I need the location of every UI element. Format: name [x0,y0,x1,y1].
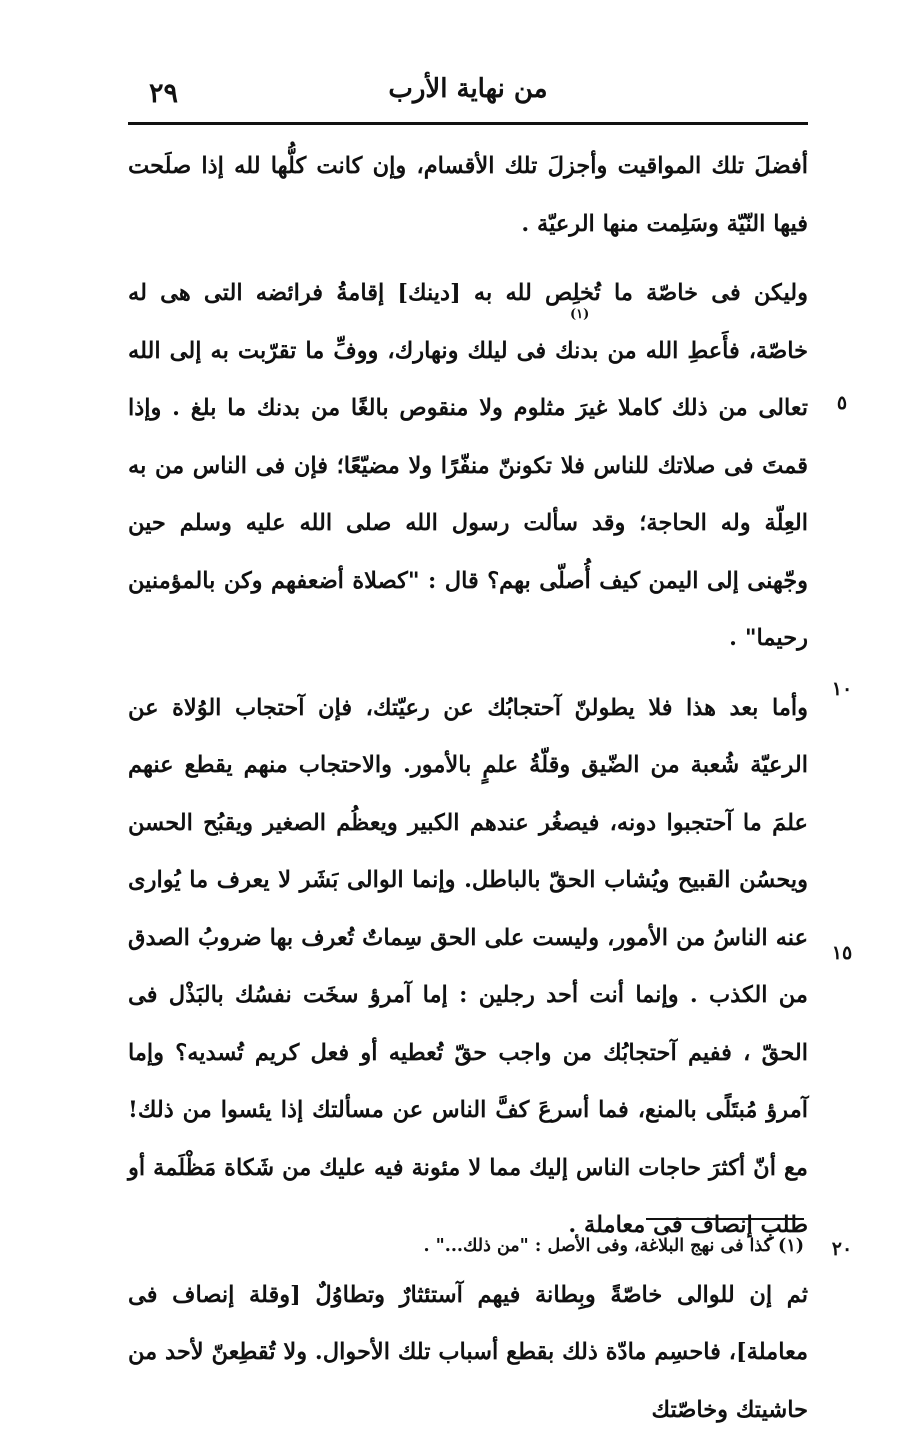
header-rule [128,122,808,125]
paragraph-1: أفضلَ تلك المواقيت وأجزلَ تلك الأقسام، وإن كانت كلُّها لله إذا صلَحت فيها النّيّة وسَلِمت منها الرعيّة . [128,138,808,253]
line-number-5: ٥ [822,392,862,414]
footnote-rule [646,1218,804,1220]
footnote-marker: (١) [570,307,589,322]
line-number-15: ١٥ [822,942,862,964]
page-number: ٢٩ [149,78,178,109]
line-number-20: ٢٠ [822,1238,862,1260]
paragraph-gap [128,1255,808,1267]
paragraph-2: وليكن فى خاصّة ما تُخلِص لله به [دينك] إقامةُ فرائضه التى هى له خاصّة، فأَعطِ الله من بدنك فى ليلك ونهارك، ووفِّ ما تقرّبت به إلى الله تعالى من ذلك كاملا غيرَ مثلوم ولا منقوص بالغًا من بدنك ما بلغ . وإذا قمتَ فى صلاتك للناس فلا تكوننّ منفّرًا ولا مضيّعًا؛ فإن فى الناس من به العِلّة وله الحاجة؛ وقد سألت رسول الله صلى الله عليه وسلم حين وجّهنى إلى اليمن كيف أُصلّى بهم؟ قال : "كصلاة أضعفهم وكن بالمؤمنين رحيما" . [128,265,808,668]
paragraph-gap [128,668,808,680]
running-title: من نهاية الأرب [128,74,808,104]
paragraph-gap [128,253,808,265]
page-header [128,72,808,116]
footnote: (١) كذا فى نهج البلاغة، وفى الأصل : "من ذلك..." . [330,1236,804,1256]
line-number-10: ١٠ [822,678,862,700]
paragraph-3: وأما بعد هذا فلا يطولنّ آحتجابُك عن رعيّتك، فإن آحتجاب الوُلاة عن الرعيّة شُعبة من الضّيق وقلّةُ علمٍ بالأمور. والاحتجاب منهم يقطع عنهم علمَ ما آحتجبوا دونه، فيصغُر عندهم الكبير ويعظُم الصغير ويقبُح الحسن ويحسُن القبيح ويُشاب الحقّ بالباطل. وإنما الوالى بَشَر لا يعرف ما يُوارى عنه الناسُ من الأمور، وليست على الحق سِماتٌ تُعرف بها ضروبُ الصدق من الكذب . وإنما أنت أحد رجلين : إما آمرؤ سخَت نفسُك بالبَذْل فى الحقّ ، ففيم آحتجابُك من واجب حقّ تُعطيه أو فعل كريم تُسديه؟ وإما آمرؤ مُبتَلًى بالمنع، فما أسرعَ كفَّ الناس عن مسألتك إذا يئسوا من ذلك! مع أنّ أكثرَ حاجات الناس إليك مما لا مئونة فيه عليك من شَكاة مَظْلَمة أو طلبِ إنصاف فى معاملة . [128,680,808,1255]
paragraph-4: ثم إن للوالى خاصّةً وبِطانة فيهم آستئثارٌ وتطاوُلٌ [وقلة إنصاف فى معاملة]، فاحسِم مادّة ذلك بقطع أسباب تلك الأحوال. ولا تُقطِعنّ لأحد من حاشيتك وخاصّتك [128,1267,808,1439]
